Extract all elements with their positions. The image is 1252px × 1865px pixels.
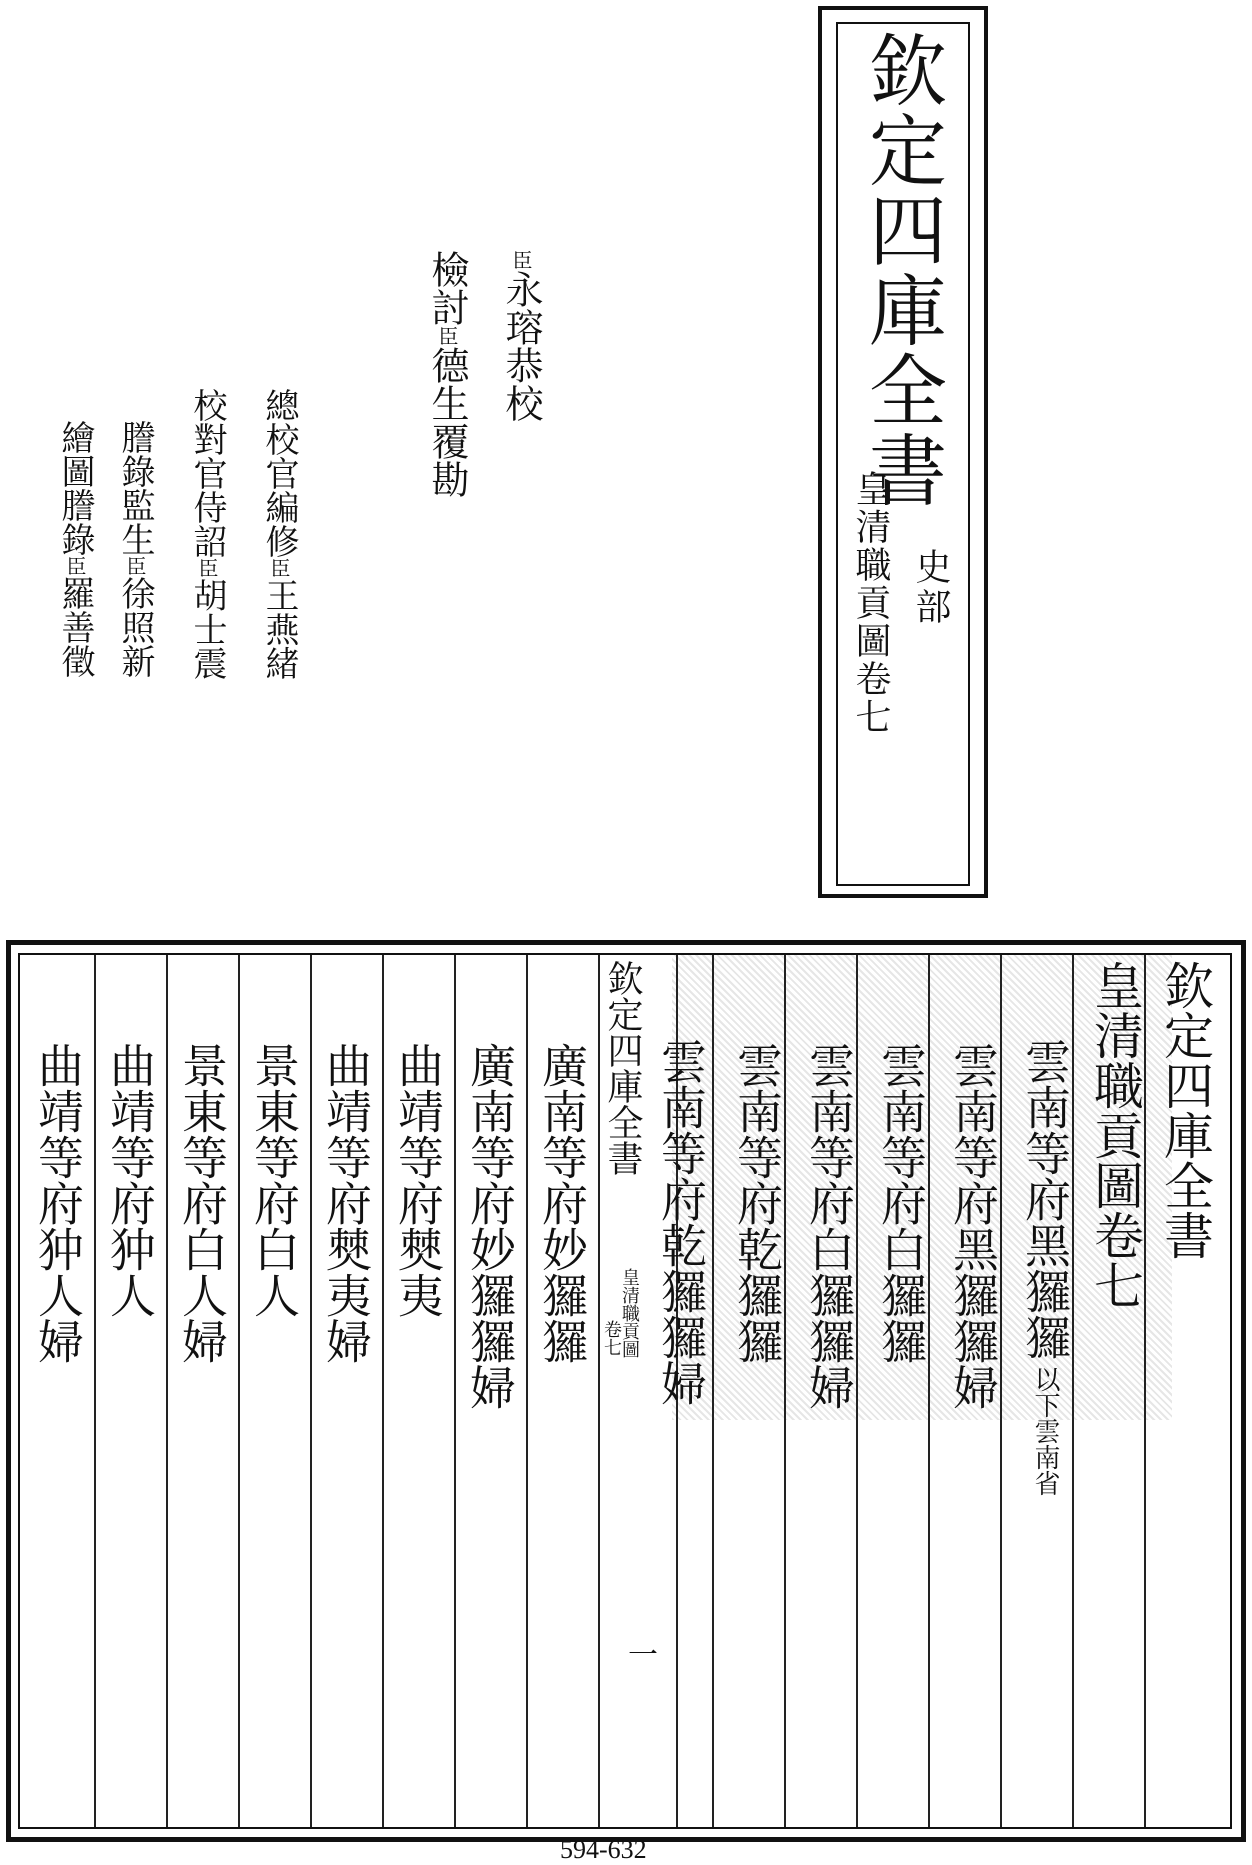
credit-name: 胡士震 xyxy=(187,578,227,680)
entry-text: 曲靖等府僰夷 xyxy=(391,1042,445,1318)
center-column-volume: 卷七 xyxy=(601,1320,622,1356)
entry-text: 景東等府白人婦 xyxy=(175,1042,229,1364)
credit-col-illustration-copyist xyxy=(55,420,95,678)
center-column-header: 欽定四庫全書 xyxy=(602,960,643,1176)
credit-title: 繪圖謄錄 xyxy=(55,420,95,556)
page-number: 594-632 xyxy=(560,1835,647,1864)
catalogue-entry-6-text xyxy=(645,958,717,1818)
catalogue-entry-13 xyxy=(94,958,166,1818)
catalogue-header: 欽定四庫全書 xyxy=(1156,960,1214,1260)
catalogue-entry-8 xyxy=(454,958,526,1818)
entry-note: 以下雲南省 xyxy=(1030,1366,1060,1496)
credit-col-desheng xyxy=(425,250,469,498)
credit-name: 羅善徵 xyxy=(55,576,95,678)
chen-mark: 臣 xyxy=(195,558,219,578)
catalogue-entry-3 xyxy=(865,958,937,1818)
credit-col-yongrong xyxy=(499,250,543,422)
chen-mark: 臣 xyxy=(267,558,291,578)
credit-col-copyist xyxy=(115,420,155,678)
credit-col-general-collator xyxy=(259,388,299,680)
catalogue-entry-11 xyxy=(238,958,310,1818)
title-slip-main-title: 欽定四庫全書 xyxy=(856,30,946,510)
catalogue-book-volume: 皇清職貢圖卷七 xyxy=(1086,960,1144,1310)
credit-title: 總校官編修 xyxy=(259,388,299,558)
column-rule xyxy=(1144,955,1146,1827)
credit-name: 徐照新 xyxy=(115,576,155,678)
center-column-book-title: 皇清職貢圖 xyxy=(619,1268,640,1358)
catalogue-entry-14 xyxy=(22,958,94,1818)
catalogue-entry-12 xyxy=(166,958,238,1818)
chen-mark: 臣 xyxy=(509,250,533,270)
catalogue-entry-5 xyxy=(721,958,793,1818)
entry-text: 曲靖等府狆人婦 xyxy=(31,1042,85,1364)
entry-text: 曲靖等府僰夷婦 xyxy=(319,1042,373,1364)
credit-title: 校對官侍詔 xyxy=(187,388,227,558)
catalogue-entry-1 xyxy=(1009,958,1081,1818)
entry-text: 雲南等府白玀玀婦 xyxy=(802,1042,856,1410)
catalogue-entry-10 xyxy=(310,958,382,1818)
catalogue-entry-4 xyxy=(793,958,865,1818)
credit-name: 永瑢恭校 xyxy=(499,270,543,422)
credit-name: 王燕緒 xyxy=(259,578,299,680)
entry-text: 廣南等府妙玀玀婦 xyxy=(463,1042,517,1410)
title-slip-book-volume: 皇清職貢圖卷七 xyxy=(850,470,891,736)
credit-col-proofreader xyxy=(187,388,227,680)
column-rule xyxy=(598,955,600,1827)
credit-title: 謄錄監生 xyxy=(115,420,155,556)
entry-text: 雲南等府黑玀玀 xyxy=(1018,1038,1072,1360)
chen-mark: 臣 xyxy=(63,556,87,576)
credit-title: 檢討 xyxy=(425,250,469,326)
entry-text: 曲靖等府狆人 xyxy=(103,1042,157,1318)
chen-mark: 臣 xyxy=(435,326,459,346)
catalogue-entry-9 xyxy=(382,958,454,1818)
title-slip-section: 史部 xyxy=(910,548,951,628)
entry-text: 雲南等府黑玀玀婦 xyxy=(946,1042,1000,1410)
center-column-leaf-number: 一 xyxy=(628,1638,658,1673)
credit-name: 德生覆勘 xyxy=(425,346,469,498)
chen-mark: 臣 xyxy=(123,556,147,576)
catalogue-entry-7 xyxy=(526,958,598,1818)
entry-text: 廣南等府妙玀玀 xyxy=(535,1042,589,1364)
entry-text: 景東等府白人 xyxy=(247,1042,301,1318)
entry-text: 雲南等府乾玀玀婦 xyxy=(654,1038,708,1406)
entry-text: 雲南等府乾玀玀 xyxy=(730,1042,784,1364)
entry-text: 雲南等府白玀玀 xyxy=(874,1042,928,1364)
catalogue-entry-2 xyxy=(937,958,1009,1818)
